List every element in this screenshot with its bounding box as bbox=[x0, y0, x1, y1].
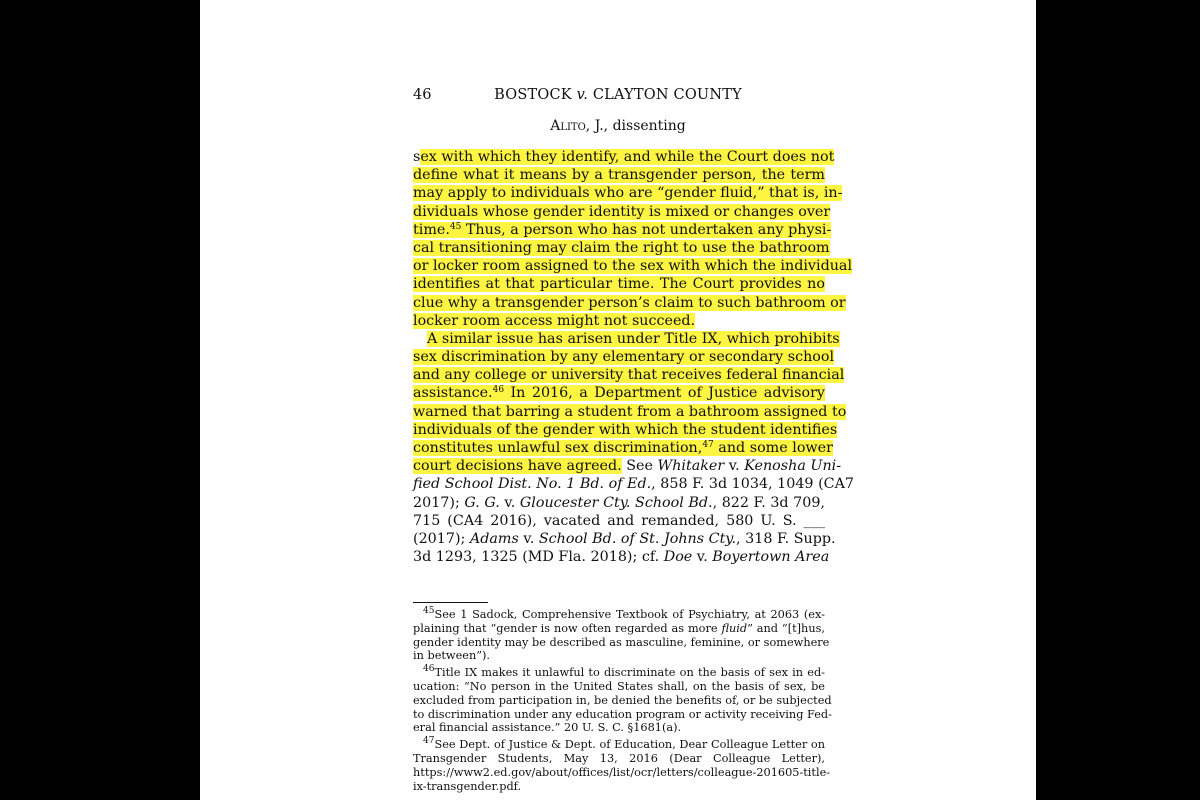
text-line bbox=[413, 512, 825, 530]
text-run: gender identity may be described as masculine, feminine, or somewhere bbox=[413, 635, 830, 649]
footnote-45 bbox=[413, 608, 825, 622]
footnote-divider bbox=[413, 602, 488, 603]
highlighted-text bbox=[413, 440, 833, 456]
case-title-versus: v. bbox=[576, 87, 589, 103]
text-run: v. bbox=[692, 549, 713, 566]
text-line bbox=[413, 166, 825, 184]
text-run: assistance. bbox=[413, 385, 493, 402]
opinion-body bbox=[413, 148, 855, 566]
case-name: Gloucester Cty. School Bd. bbox=[519, 494, 713, 511]
footnote-line bbox=[413, 635, 830, 650]
text-line bbox=[413, 457, 842, 475]
highlighted-text: and any college or university that receives federal financial bbox=[413, 367, 845, 384]
footnote-number: 45 bbox=[423, 606, 435, 616]
text-line bbox=[413, 294, 846, 312]
text-line bbox=[413, 312, 825, 330]
footnote-number: 46 bbox=[423, 664, 435, 675]
footnote-line bbox=[413, 765, 831, 780]
text-line bbox=[413, 548, 830, 566]
text-run: See Dept. of Justice & Dept. of Education, Dear Colleague Letter on bbox=[434, 738, 825, 752]
text-run: , 822 F. 3d 709, bbox=[712, 494, 825, 511]
text-run: 2017); bbox=[413, 494, 465, 511]
text-line bbox=[413, 475, 855, 493]
case-title-right: CLAYTON COUNTY bbox=[592, 87, 742, 103]
text-line bbox=[413, 330, 840, 348]
text-line bbox=[413, 366, 845, 384]
text-line bbox=[413, 275, 825, 293]
footnote-line bbox=[413, 622, 825, 636]
case-name: Kenosha Uni- bbox=[744, 458, 842, 475]
text-run: excluded from participation in, be denied the benefits of, or be subjected bbox=[413, 693, 832, 707]
highlighted-text: ex with which they identify, and while the Court does not bbox=[420, 149, 835, 165]
highlighted-text: clue why a transgender person’s claim to such bathroom or bbox=[413, 294, 846, 311]
case-name: G. G. bbox=[464, 494, 500, 511]
footnote-47 bbox=[413, 738, 825, 752]
text-run: In 2016, a Department of Justice advisory bbox=[504, 385, 825, 402]
footnotes bbox=[413, 606, 832, 793]
text-line bbox=[413, 257, 853, 275]
text-line bbox=[413, 439, 833, 457]
text-run: ucation: “No person in the United States shall, on the basis of sex, be bbox=[413, 679, 825, 693]
text-line bbox=[413, 530, 836, 548]
text-run: 3d 1293, 1325 (MD Fla. 2018); cf. bbox=[413, 549, 664, 566]
highlighted-text bbox=[413, 385, 825, 401]
running-header bbox=[200, 87, 1036, 107]
text-run: eral financial assistance.” 20 U. S. C. §1681(a). bbox=[413, 721, 682, 735]
highlighted-text: define what it means by a transgender person, the term bbox=[413, 167, 825, 184]
text-line bbox=[413, 221, 832, 239]
highlighted-text: locker room access might not succeed. bbox=[413, 312, 696, 329]
case-name: Adams bbox=[469, 530, 519, 547]
highlighted-text: court decisions have agreed. bbox=[413, 458, 622, 475]
highlighted-text: warned that barring a student from a bathroom assigned to bbox=[413, 403, 847, 420]
text-run: (2017); bbox=[413, 530, 470, 547]
text-run: See bbox=[621, 458, 658, 475]
text-run: Transgender Students, May 13, 2016 (Dear Colleague Letter), bbox=[413, 751, 825, 765]
text-line bbox=[413, 239, 830, 257]
highlighted-text: sex discrimination by any elementary or secondary school bbox=[413, 349, 835, 366]
footnote-link[interactable]: https://www2.ed.gov/about/offices/list/ocr/letters/colleague-201605-title- bbox=[413, 765, 831, 779]
text-run: s bbox=[413, 149, 421, 165]
case-name: fied School Dist. No. 1 Bd. of Ed. bbox=[413, 476, 652, 493]
text-run: , 858 F. 3d 1034, 1049 (CA7 bbox=[651, 476, 855, 493]
text-run: , 318 F. Supp. bbox=[736, 530, 836, 547]
text-run: to discrimination under any education program or activity receiving Fed- bbox=[413, 707, 832, 721]
case-title bbox=[200, 87, 1036, 103]
text-run: and some lower bbox=[713, 440, 833, 456]
text-line bbox=[413, 494, 825, 512]
text-run: constitutes unlawful sex discrimination, bbox=[413, 440, 703, 456]
footnote-number: 47 bbox=[423, 736, 435, 747]
text-run: v. bbox=[499, 494, 520, 511]
highlighted-text bbox=[413, 222, 831, 238]
highlighted-text: cal transitioning may claim the right to use the bathroom bbox=[413, 239, 830, 256]
document-page bbox=[200, 0, 1036, 800]
text-run: ” and “[t]hus, bbox=[747, 621, 825, 635]
text-run: in between”). bbox=[413, 649, 491, 663]
footnote-line bbox=[413, 721, 825, 735]
footnote-line bbox=[413, 693, 832, 708]
case-name: Doe bbox=[663, 549, 693, 566]
highlighted-text: may apply to individuals who are “gender fluid,” that is, in- bbox=[413, 185, 843, 202]
case-name: School Bd. of St. Johns Cty. bbox=[538, 530, 737, 547]
case-title-left: BOSTOCK bbox=[494, 87, 572, 103]
text-line bbox=[413, 184, 843, 202]
highlighted-text: individuals of the gender with which the student identifies bbox=[413, 421, 838, 438]
text-run: 715 (CA4 2016), vacated and remanded, 580 U. S. ___ bbox=[413, 512, 825, 529]
footnote-ref-45[interactable]: 45 bbox=[449, 221, 462, 232]
footnote-line bbox=[413, 707, 832, 722]
footnote-line bbox=[413, 780, 825, 794]
text-run: v. bbox=[518, 530, 539, 547]
footnote-ref-47[interactable]: 47 bbox=[702, 440, 714, 450]
footnote-ref-46[interactable]: 46 bbox=[492, 385, 505, 396]
author-name: Alito bbox=[550, 118, 586, 134]
text-run: plaining that “gender is now often regarded as more bbox=[413, 621, 722, 635]
opinion-author-line bbox=[200, 118, 1036, 134]
text-line bbox=[413, 348, 835, 366]
highlighted-text: identifies at that particular time. The Court provides no bbox=[413, 276, 825, 293]
highlighted-text: dividuals whose gender identity is mixed or changes over bbox=[413, 203, 831, 220]
highlighted-text: A similar issue has arisen under Title IX, which prohibits bbox=[427, 330, 840, 347]
text-line bbox=[413, 203, 831, 221]
text-line bbox=[413, 148, 835, 166]
author-role: , J., dissenting bbox=[585, 118, 686, 134]
page-number: 46 bbox=[413, 87, 432, 103]
emphasis: fluid bbox=[721, 621, 748, 635]
footnote-line bbox=[413, 752, 825, 766]
text-run: See 1 Sadock, Comprehensive Textbook of Psychiatry, at 2063 (ex- bbox=[434, 608, 825, 621]
text-run: v. bbox=[724, 458, 745, 475]
text-run: time. bbox=[413, 221, 450, 238]
footnote-link[interactable]: ix-transgender.pdf. bbox=[413, 779, 522, 793]
highlighted-text: or locker room assigned to the sex with which the individual bbox=[413, 258, 853, 275]
footnote-46 bbox=[413, 666, 825, 680]
footnote-line bbox=[413, 680, 825, 694]
text-run: Title IX makes it unlawful to discriminate on the basis of sex in ed- bbox=[434, 666, 825, 680]
case-name: Boyertown Area bbox=[712, 549, 830, 566]
case-name: Whitaker bbox=[657, 458, 725, 475]
text-line bbox=[413, 421, 838, 439]
text-run: Thus, a person who has not undertaken any physi- bbox=[461, 221, 832, 238]
text-line bbox=[413, 403, 847, 421]
footnote-line bbox=[413, 649, 825, 663]
text-line bbox=[413, 384, 825, 402]
